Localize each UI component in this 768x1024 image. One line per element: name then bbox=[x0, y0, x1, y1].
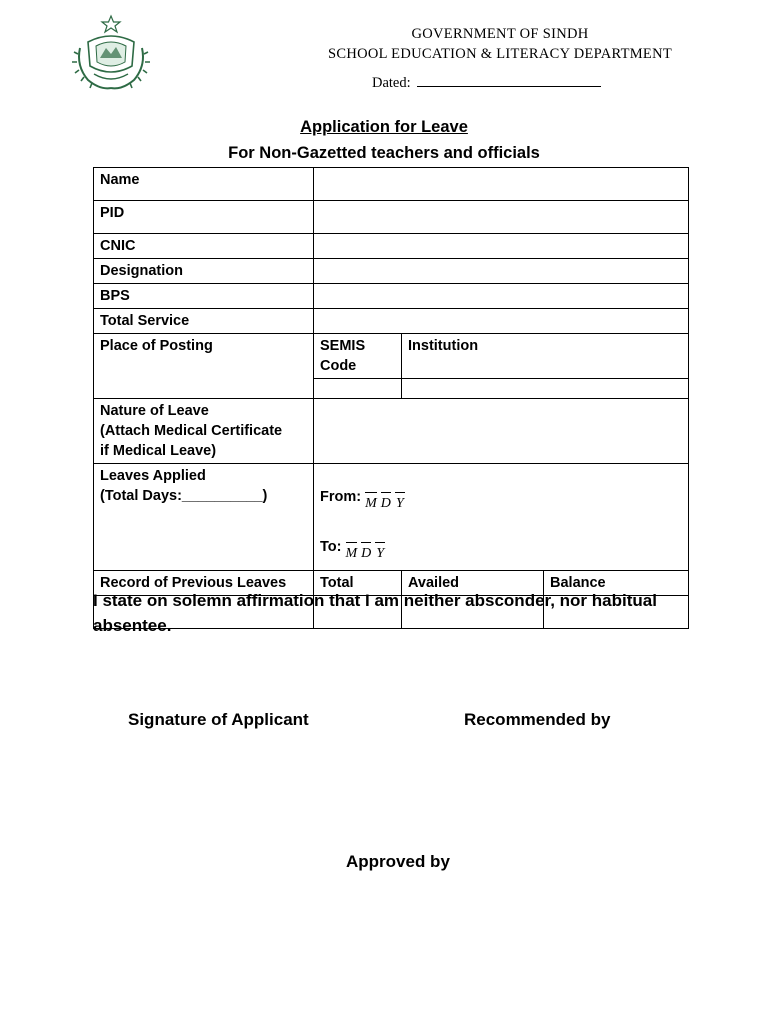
nature-of-leave-label: Nature of Leave (Attach Medical Certificate if Medical Leave) bbox=[94, 399, 314, 464]
recommended-by-label: Recommended by bbox=[464, 710, 611, 729]
dated-blank-line[interactable] bbox=[417, 74, 601, 87]
to-label: To: bbox=[320, 539, 342, 555]
total-header: Total bbox=[314, 571, 402, 596]
form-subtitle: For Non-Gazetted teachers and officials bbox=[228, 144, 540, 162]
form-title: Application for Leave bbox=[300, 118, 468, 136]
nature-of-leave-value-cell[interactable] bbox=[314, 399, 689, 464]
to-date-field[interactable] bbox=[320, 536, 682, 561]
semis-code-value-cell[interactable] bbox=[314, 379, 402, 399]
balance-header: Balance bbox=[544, 571, 689, 596]
government-heading: GOVERNMENT OF SINDH bbox=[411, 26, 589, 42]
leaves-applied-label: Leaves Applied (Total Days:__________) bbox=[94, 464, 314, 571]
total-days-field[interactable]: (Total Days:__________) bbox=[100, 488, 268, 504]
institution-label: Institution bbox=[402, 334, 689, 379]
to-mdy[interactable]: M D Y bbox=[346, 542, 390, 564]
leave-dates-cell bbox=[314, 464, 689, 571]
leave-application-table bbox=[93, 167, 689, 629]
total-service-value-cell[interactable] bbox=[314, 309, 689, 334]
cnic-value-cell[interactable] bbox=[314, 234, 689, 259]
name-label: Name bbox=[94, 168, 314, 201]
bps-label: BPS bbox=[94, 284, 314, 309]
semis-code-label: SEMIS Code bbox=[314, 334, 402, 379]
approved-by-label: Approved by bbox=[346, 852, 450, 871]
record-previous-leaves-label: Record of Previous Leaves bbox=[94, 571, 314, 596]
pid-value-cell[interactable] bbox=[314, 201, 689, 234]
dated-field bbox=[372, 74, 601, 92]
designation-label: Designation bbox=[94, 259, 314, 284]
name-value-cell[interactable] bbox=[314, 168, 689, 201]
availed-header: Availed bbox=[402, 571, 544, 596]
from-mdy[interactable]: M D Y bbox=[365, 492, 409, 514]
total-service-label: Total Service bbox=[94, 309, 314, 334]
place-of-posting-label: Place of Posting bbox=[94, 334, 314, 399]
institution-value-cell[interactable] bbox=[402, 379, 689, 399]
from-label: From: bbox=[320, 489, 362, 505]
from-date-field[interactable] bbox=[320, 486, 682, 511]
department-heading: SCHOOL EDUCATION & LITERACY DEPARTMENT bbox=[327, 46, 673, 62]
pid-label: PID bbox=[94, 201, 314, 234]
cnic-label: CNIC bbox=[94, 234, 314, 259]
sindh-government-emblem bbox=[70, 14, 152, 94]
dated-label: Dated: bbox=[372, 75, 411, 91]
signature-of-applicant-label: Signature of Applicant bbox=[128, 710, 309, 729]
affirmation-statement: I state on solemn affirmation that I am neither absconder, nor habitual absentee. bbox=[93, 591, 657, 635]
bps-value-cell[interactable] bbox=[314, 284, 689, 309]
designation-value-cell[interactable] bbox=[314, 259, 689, 284]
